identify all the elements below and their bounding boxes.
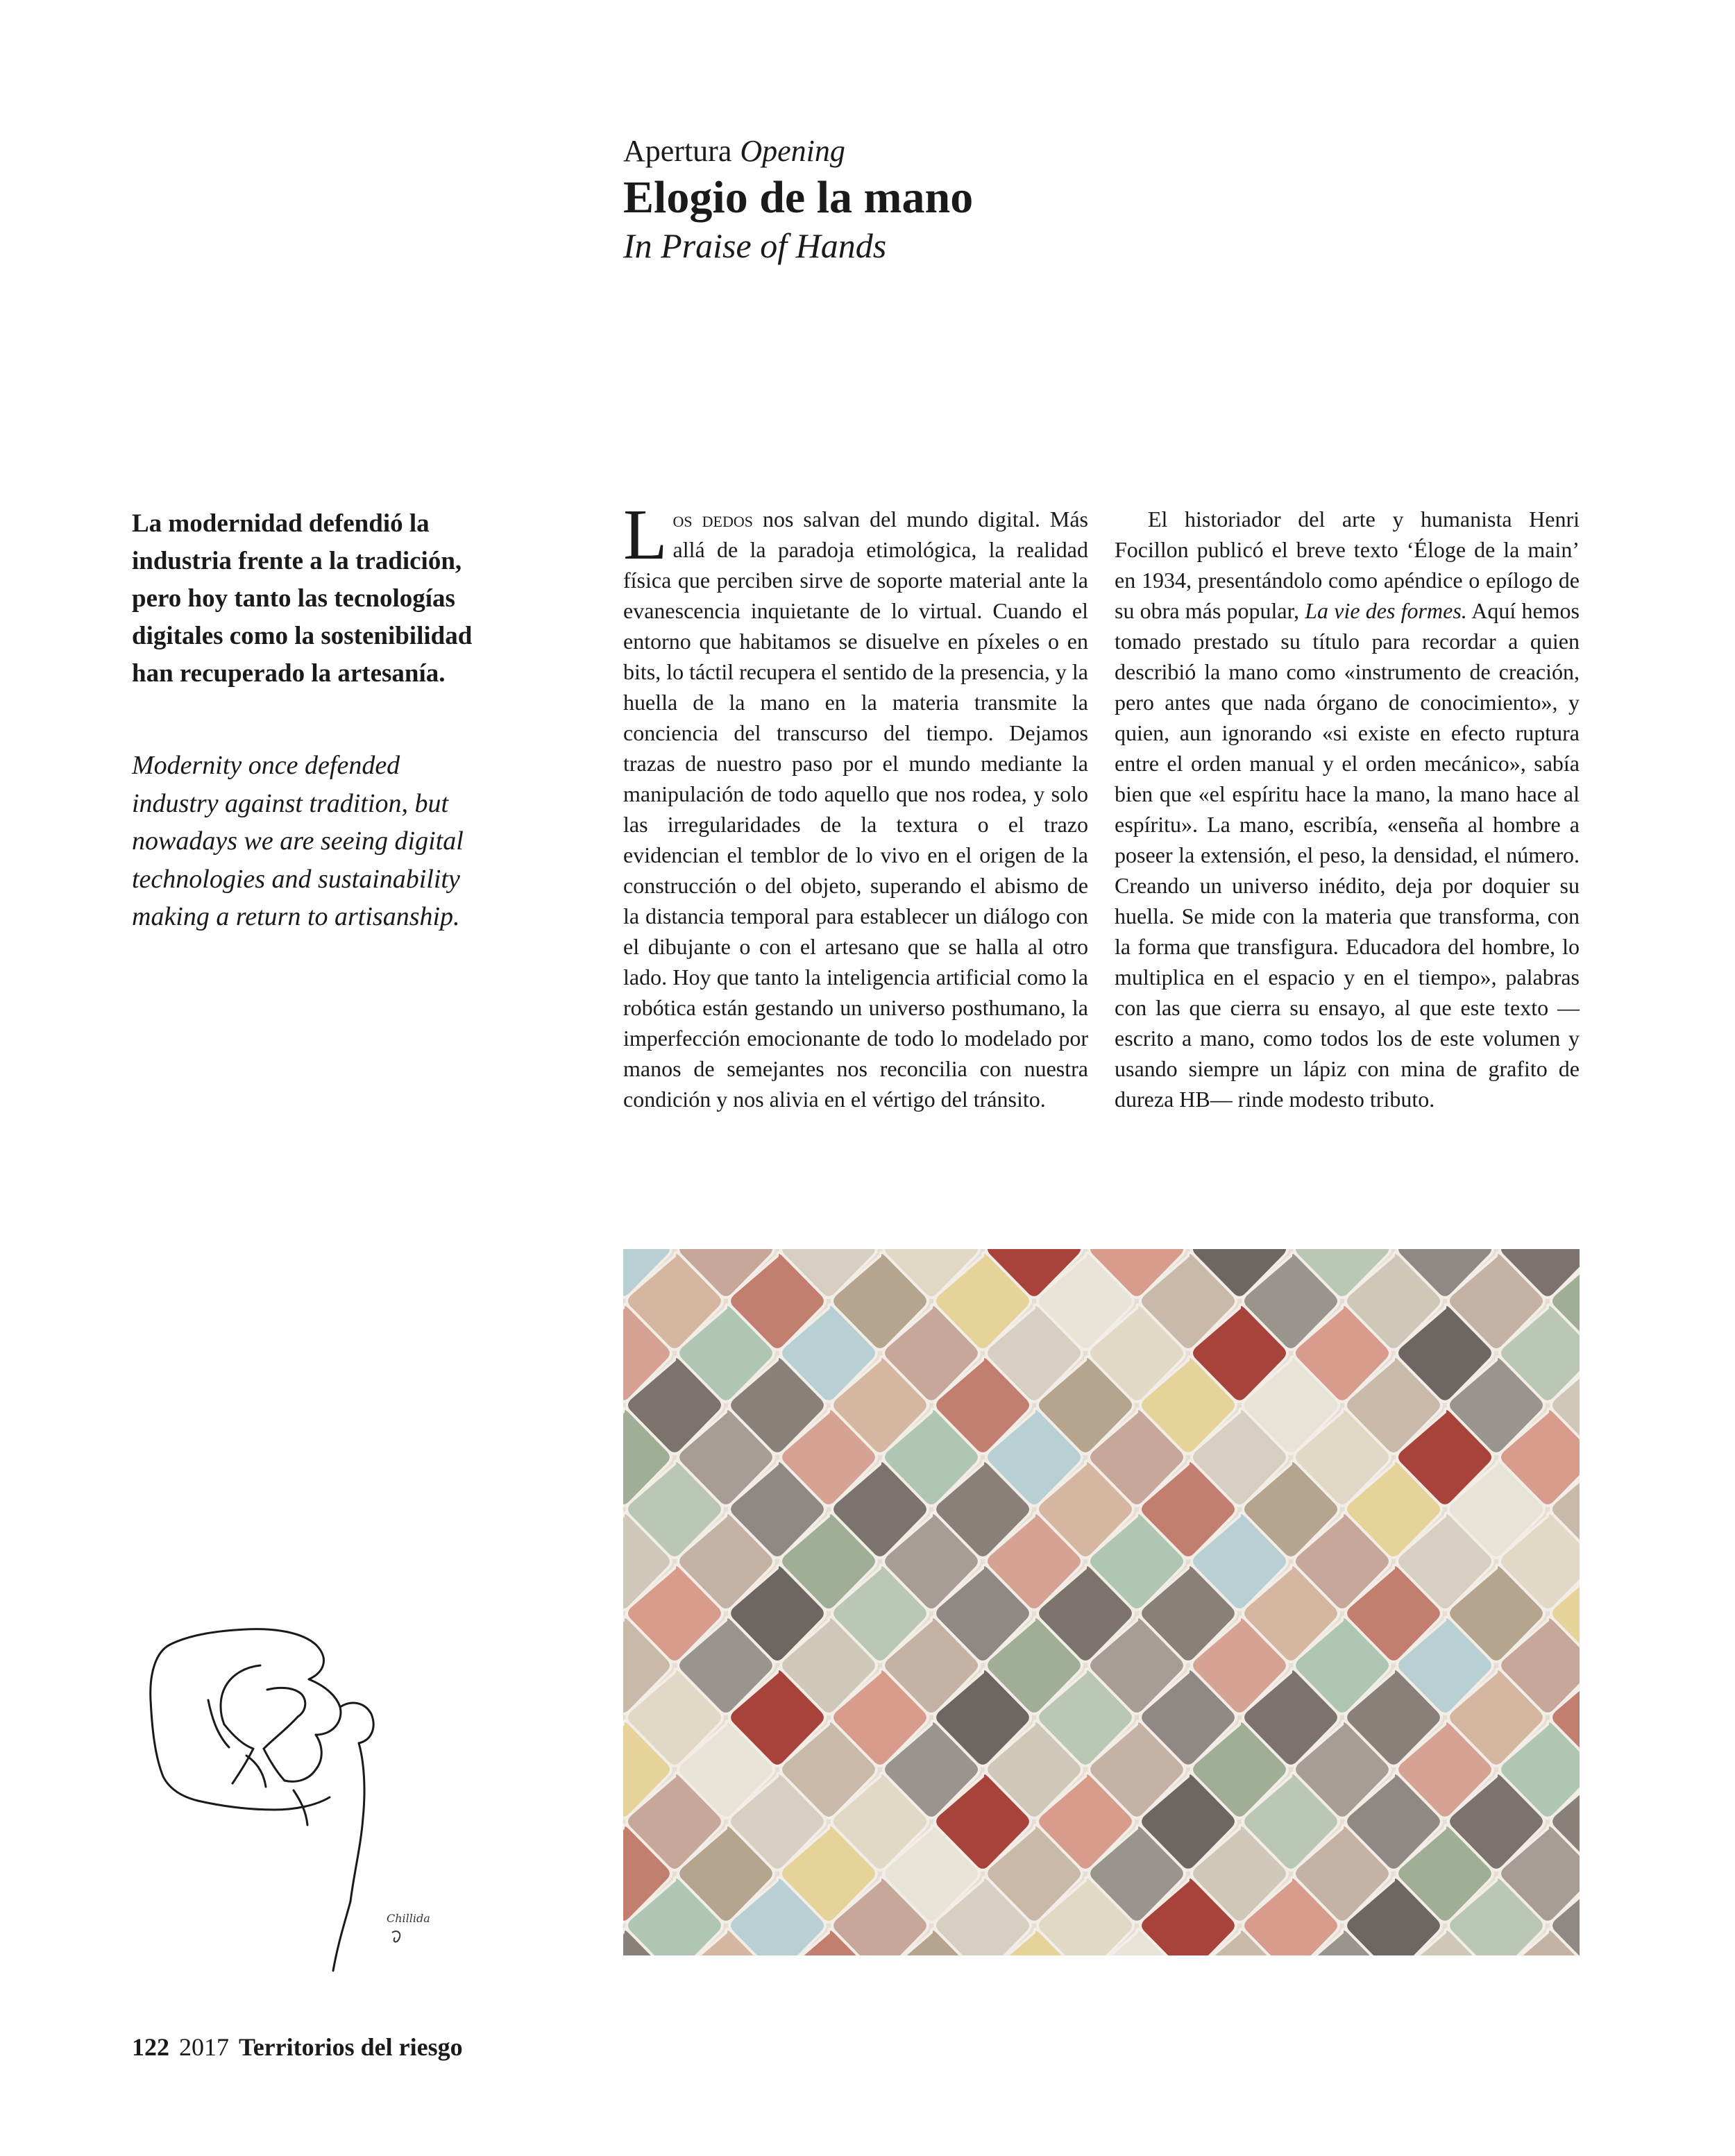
lead-spanish: La modernidad defendió la industria frente a la tradición, pero hoy tanto las tecnologías digitales como la sostenibilidad han recuperado la artesanía. [132, 509, 473, 688]
paragraph-2-text-start: El historiador del arte y humanista Henri Focillon publicó el breve texto ‘Éloge de la main’ en 1934, presentándolo como apéndice o epílogo de su obra más popular, [1115, 507, 1580, 623]
opening-smallcaps: os dedos [672, 507, 753, 532]
section-kicker [623, 132, 973, 171]
tile-pattern [623, 1249, 1580, 1955]
article-subtitle: In Praise of Hands [623, 226, 887, 265]
clay-tiles-photo [623, 1249, 1580, 1955]
body-column-2 [1115, 504, 1580, 1114]
lead-english: Modernity once defended industry against tradition, but nowadays we are seeing digital technologies and sustainability making a return to artisanship. [132, 751, 464, 931]
article-header [623, 132, 973, 266]
drop-cap: L [623, 495, 668, 575]
article-title: Elogio de la mano [623, 172, 974, 223]
sketch-signature: Chillida [387, 1912, 430, 1925]
page-number: 122 [132, 2033, 169, 2061]
book-title-footer: Territorios del riesgo [239, 2033, 463, 2061]
book-title: La vie des formes. [1305, 598, 1467, 623]
page-footer [132, 2032, 463, 2062]
paragraph-2-text-rest: Aquí hemos tomado prestado su título para recordar a quien describió la mano como «instrumento de creación, pero antes que nada órgano de conocimiento», y quien, aun ignorando «si existe en efecto ruptura entre el orden manual y el orden mecánico», sabía bien que «el espíritu hace la mano, la mano hace al espíritu». La mano, escribía, «enseña al hombre a poseer la extensión, el peso, la densidad, el número. Creando un universo inédito, deja por doquier su huella. Se mide con la materia que transforma, con la forma que transfigura. Educadora del hombre, lo multiplica en el espacio y en el tiempo», palabras con las que cierra su ensayo, al que este texto —escrito a mano, como todos los de este volumen y usando siempre un lápiz con mina de grafito de dureza HB— rinde modesto tributo. [1115, 598, 1580, 1112]
paragraph-1-text: nos salvan del mundo digital. Más allá de la paradoja etimológica, la realidad física que perciben sirve de soporte material ante la evanescencia inquietante de lo virtual. Cuando el entorno que habitamos se disuelve en píxeles o en bits, lo táctil recupera el sentido de la presencia, y la huella de la mano en la materia transmite la conciencia del transcurso del tiempo. Dejamos trazas de nuestro paso por el mundo mediante la manipulación de todo aquello que nos rodea, y solo las irregularidades de la textura o el trazo evidencian el temblor de lo vivo en el origen de la construcción o del objeto, superando el abismo de la distancia temporal para establecer un diálogo con el dibujante o con el artesano que se halla al otro lado. Hoy que tanto la inteligencia artificial como la robótica están gestando un universo posthumano, la imperfección emocionante de todo lo modelado por manos de semejantes nos reconcilia con nuestra condición y nos alivia en el vértigo del tránsito. [623, 507, 1088, 1112]
kicker-spanish: Apertura [623, 134, 732, 168]
body-column-1 [623, 495, 1088, 1114]
publication-year: 2017 [179, 2033, 229, 2061]
hand-sketch [142, 1624, 434, 1985]
kicker-english: Opening [740, 134, 845, 168]
body-paragraph-2 [1115, 504, 1580, 1114]
body-paragraph-1 [623, 495, 1088, 1114]
